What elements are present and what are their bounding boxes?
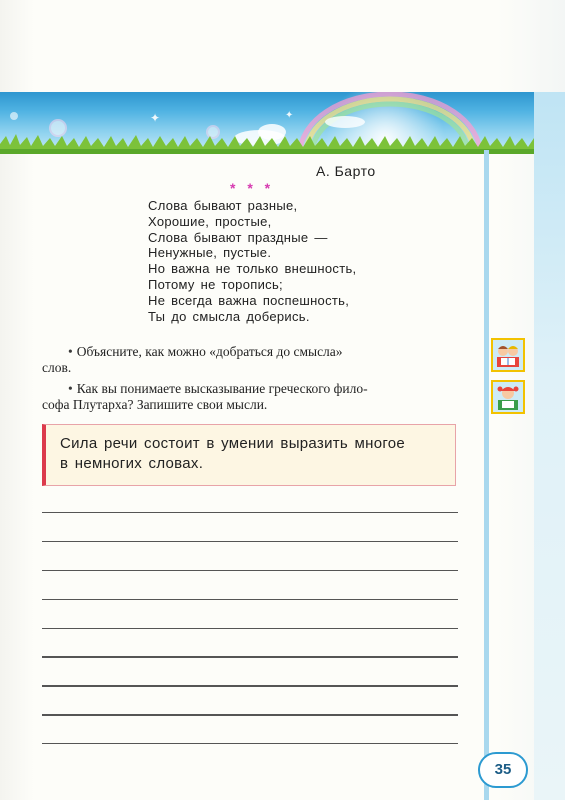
task-line xyxy=(68,381,468,397)
page-number-badge xyxy=(478,752,532,790)
poem-line: Но важна не только внешность, xyxy=(148,261,357,277)
writing-line[interactable] xyxy=(42,714,458,715)
poem-line: Ты до смысла доберись. xyxy=(148,308,310,324)
quote-line: в немногих словах. xyxy=(60,455,204,472)
quote-line: Сила речи состоит в умении выразить многое xyxy=(60,435,406,452)
bullet: • xyxy=(68,381,73,396)
poem-line: Слова бывают разные, xyxy=(148,198,298,213)
writing-line[interactable] xyxy=(42,656,458,657)
task-text: Как вы понимаете высказывание греческого фило- xyxy=(76,381,368,396)
poem-text xyxy=(148,198,356,324)
margin-rule xyxy=(484,150,489,800)
poem-line: Слова бывают праздные — xyxy=(148,229,328,245)
quote-box xyxy=(42,424,456,486)
writing-kid-icon xyxy=(491,380,525,414)
writing-line[interactable] xyxy=(42,570,458,571)
poem-line: Не всегда важна поспешность, xyxy=(148,292,350,308)
task-line: слов. xyxy=(42,360,72,375)
poem-line: Хорошие, простые, xyxy=(148,213,272,229)
writing-lines xyxy=(42,512,458,772)
page-number: 35 xyxy=(478,752,528,788)
sky-grass-illustration xyxy=(0,92,565,154)
task-line: софа Плутарха? Запишите свои мысли. xyxy=(42,397,268,412)
poem-line: Потому не торопись; xyxy=(148,276,283,292)
header-banner xyxy=(0,92,565,154)
writing-line[interactable] xyxy=(42,512,458,513)
task-plutarch-quote xyxy=(42,381,468,413)
poem-line: Ненужные, пустые. xyxy=(148,245,272,261)
svg-text:✦: ✦ xyxy=(150,111,161,125)
poem-author: А. Барто xyxy=(316,163,376,179)
task-text: Объясните, как можно «добраться до смысла» xyxy=(76,344,343,359)
reading-kids-icon xyxy=(491,338,525,372)
poem-asterisks: * * * xyxy=(230,180,275,196)
task-line xyxy=(68,344,468,360)
task-explain-meaning xyxy=(42,344,468,376)
bullet: • xyxy=(68,344,73,359)
writing-line[interactable] xyxy=(42,743,458,744)
right-margin-strip xyxy=(534,92,565,800)
writing-line[interactable] xyxy=(42,599,458,600)
svg-text:✦: ✦ xyxy=(285,110,294,121)
writing-line[interactable] xyxy=(42,628,458,629)
writing-line[interactable] xyxy=(42,541,458,542)
writing-line[interactable] xyxy=(42,685,458,686)
